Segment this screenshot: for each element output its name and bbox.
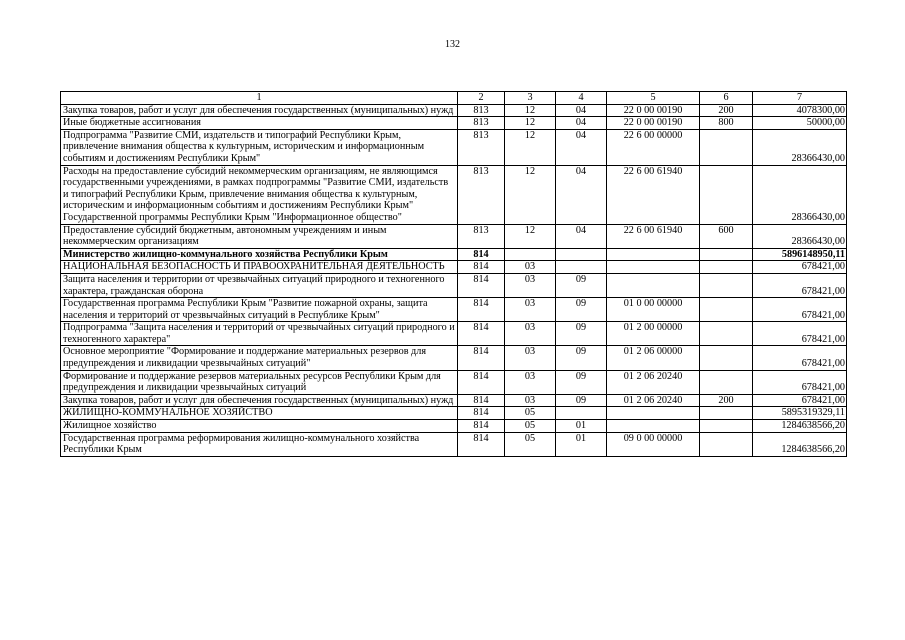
cell-item-name: Формирование и поддержание резервов материальных ресурсов Республики Крым для предупреждения и ликвидации чрезвычайных ситуаций <box>61 370 458 394</box>
cell-expense-type-code <box>700 248 753 261</box>
cell-amount: 1284638566,20 <box>753 420 847 433</box>
cell-expense-type-code <box>700 273 753 297</box>
table-row <box>61 224 847 248</box>
cell-section-code: 12 <box>505 129 556 165</box>
cell-item-name: ЖИЛИЩНО-КОММУНАЛЬНОЕ ХОЗЯЙСТВО <box>61 407 458 420</box>
cell-ministry-code: 814 <box>458 370 505 394</box>
cell-target-article-code <box>607 273 700 297</box>
table-row <box>61 129 847 165</box>
cell-subsection-code: 04 <box>556 129 607 165</box>
cell-section-code: 03 <box>505 370 556 394</box>
cell-subsection-code: 09 <box>556 298 607 322</box>
table-row <box>61 394 847 407</box>
table-row <box>61 432 847 456</box>
cell-item-name: Государственная программа реформирования жилищно-коммунального хозяйства Республики Крым <box>61 432 458 456</box>
cell-target-article-code: 01 2 06 00000 <box>607 346 700 370</box>
cell-ministry-code: 814 <box>458 261 505 274</box>
table-row <box>61 273 847 297</box>
cell-section-code: 03 <box>505 346 556 370</box>
table-row <box>61 420 847 433</box>
cell-amount: 50000,00 <box>753 117 847 130</box>
cell-ministry-code: 814 <box>458 346 505 370</box>
budget-table <box>60 91 847 457</box>
cell-section-code: 05 <box>505 432 556 456</box>
cell-subsection-code: 01 <box>556 432 607 456</box>
cell-amount: 678421,00 <box>753 346 847 370</box>
cell-item-name: Закупка товаров, работ и услуг для обеспечения государственных (муниципальных) нужд <box>61 104 458 117</box>
cell-item-name: Основное мероприятие "Формирование и поддержание материальных резервов для предупреждения и ликвидации чрезвычайных ситуаций" <box>61 346 458 370</box>
cell-item-name: Государственная программа Республики Крым "Развитие пожарной охраны, защита населения и территорий от чрезвычайных ситуаций в Республике Крым" <box>61 298 458 322</box>
cell-amount: 1284638566,20 <box>753 432 847 456</box>
cell-ministry-code: 814 <box>458 248 505 261</box>
cell-subsection-code <box>556 261 607 274</box>
cell-target-article-code: 01 2 00 00000 <box>607 322 700 346</box>
cell-target-article-code: 22 0 00 00190 <box>607 117 700 130</box>
cell-ministry-code: 813 <box>458 129 505 165</box>
column-number-3: 3 <box>505 92 556 105</box>
cell-expense-type-code <box>700 407 753 420</box>
cell-expense-type-code <box>700 165 753 224</box>
cell-subsection-code: 09 <box>556 370 607 394</box>
cell-amount: 678421,00 <box>753 322 847 346</box>
cell-ministry-code: 814 <box>458 394 505 407</box>
table-row <box>61 346 847 370</box>
cell-subsection-code <box>556 407 607 420</box>
cell-ministry-code: 814 <box>458 298 505 322</box>
cell-subsection-code: 04 <box>556 104 607 117</box>
cell-expense-type-code: 800 <box>700 117 753 130</box>
cell-section-code: 05 <box>505 407 556 420</box>
cell-subsection-code: 01 <box>556 420 607 433</box>
cell-section-code: 03 <box>505 261 556 274</box>
cell-item-name: Расходы на предоставление субсидий некоммерческим организациям, не являющимся государственными учреждениями, в рамках подпрограммы "Развитие СМИ, издательств и типографий Республики Крым, привлечение внимания общества к культурным, историческим и информационным событиям и достижениям Республики Крым" Государственной программы Республики Крым "Информационное общество" <box>61 165 458 224</box>
cell-amount: 678421,00 <box>753 370 847 394</box>
cell-ministry-code: 814 <box>458 322 505 346</box>
cell-expense-type-code: 600 <box>700 224 753 248</box>
cell-item-name: Жилищное хозяйство <box>61 420 458 433</box>
cell-item-name: Предоставление субсидий бюджетным, автономным учреждениям и иным некоммерческим организациям <box>61 224 458 248</box>
cell-target-article-code <box>607 407 700 420</box>
cell-item-name: Закупка товаров, работ и услуг для обеспечения государственных (муниципальных) нужд <box>61 394 458 407</box>
table-row <box>61 322 847 346</box>
cell-subsection-code: 04 <box>556 165 607 224</box>
cell-target-article-code: 22 0 00 00190 <box>607 104 700 117</box>
table-row <box>61 370 847 394</box>
cell-item-name: Защита населения и территории от чрезвычайных ситуаций природного и техногенного характера, гражданская оборона <box>61 273 458 297</box>
cell-subsection-code: 09 <box>556 273 607 297</box>
cell-target-article-code: 09 0 00 00000 <box>607 432 700 456</box>
cell-target-article-code <box>607 420 700 433</box>
cell-ministry-code: 813 <box>458 117 505 130</box>
cell-ministry-code: 814 <box>458 273 505 297</box>
cell-item-name: Министерство жилищно-коммунального хозяйства Республики Крым <box>61 248 458 261</box>
column-number-1: 1 <box>61 92 458 105</box>
table-row <box>61 298 847 322</box>
cell-subsection-code: 04 <box>556 224 607 248</box>
cell-section-code: 03 <box>505 298 556 322</box>
table-row <box>61 117 847 130</box>
cell-item-name: Иные бюджетные ассигнования <box>61 117 458 130</box>
cell-subsection-code: 09 <box>556 346 607 370</box>
cell-amount: 5896148950,11 <box>753 248 847 261</box>
table-row <box>61 407 847 420</box>
cell-section-code: 12 <box>505 104 556 117</box>
cell-subsection-code: 09 <box>556 322 607 346</box>
cell-ministry-code: 814 <box>458 432 505 456</box>
table-row <box>61 261 847 274</box>
cell-subsection-code: 09 <box>556 394 607 407</box>
cell-section-code: 05 <box>505 420 556 433</box>
cell-expense-type-code <box>700 129 753 165</box>
cell-expense-type-code <box>700 261 753 274</box>
table-row <box>61 165 847 224</box>
cell-ministry-code: 814 <box>458 420 505 433</box>
table-row <box>61 248 847 261</box>
cell-item-name: НАЦИОНАЛЬНАЯ БЕЗОПАСНОСТЬ И ПРАВООХРАНИТЕЛЬНАЯ ДЕЯТЕЛЬНОСТЬ <box>61 261 458 274</box>
cell-target-article-code: 01 2 06 20240 <box>607 370 700 394</box>
column-number-4: 4 <box>556 92 607 105</box>
cell-target-article-code <box>607 261 700 274</box>
cell-amount: 678421,00 <box>753 298 847 322</box>
cell-expense-type-code: 200 <box>700 104 753 117</box>
page-number: 132 <box>445 39 460 50</box>
cell-ministry-code: 813 <box>458 165 505 224</box>
cell-item-name: Подпрограмма "Защита населения и территорий от чрезвычайных ситуаций природного и техногенного характера" <box>61 322 458 346</box>
cell-target-article-code: 01 0 00 00000 <box>607 298 700 322</box>
cell-section-code: 03 <box>505 273 556 297</box>
cell-target-article-code: 22 6 00 61940 <box>607 165 700 224</box>
cell-target-article-code <box>607 248 700 261</box>
cell-section-code <box>505 248 556 261</box>
cell-section-code: 12 <box>505 117 556 130</box>
cell-amount: 678421,00 <box>753 394 847 407</box>
column-number-2: 2 <box>458 92 505 105</box>
cell-section-code: 03 <box>505 322 556 346</box>
cell-target-article-code: 22 6 00 61940 <box>607 224 700 248</box>
cell-item-name: Подпрограмма "Развитие СМИ, издательств и типографий Республики Крым, привлечение внимания общества к культурным, историческим и информационным событиям и достижениям Республики Крым" <box>61 129 458 165</box>
cell-expense-type-code <box>700 432 753 456</box>
cell-section-code: 12 <box>505 165 556 224</box>
cell-subsection-code: 04 <box>556 117 607 130</box>
column-number-6: 6 <box>700 92 753 105</box>
cell-amount: 678421,00 <box>753 261 847 274</box>
cell-expense-type-code <box>700 346 753 370</box>
cell-amount: 28366430,00 <box>753 165 847 224</box>
cell-expense-type-code <box>700 420 753 433</box>
cell-expense-type-code: 200 <box>700 394 753 407</box>
cell-amount: 4078300,00 <box>753 104 847 117</box>
column-number-7: 7 <box>753 92 847 105</box>
column-number-5: 5 <box>607 92 700 105</box>
cell-target-article-code: 01 2 06 20240 <box>607 394 700 407</box>
column-number-row <box>61 92 847 105</box>
cell-target-article-code: 22 6 00 00000 <box>607 129 700 165</box>
cell-amount: 28366430,00 <box>753 129 847 165</box>
cell-amount: 5895319329,11 <box>753 407 847 420</box>
cell-section-code: 12 <box>505 224 556 248</box>
cell-expense-type-code <box>700 322 753 346</box>
budget-table-body <box>61 92 847 457</box>
table-row <box>61 104 847 117</box>
cell-expense-type-code <box>700 370 753 394</box>
cell-amount: 28366430,00 <box>753 224 847 248</box>
cell-section-code: 03 <box>505 394 556 407</box>
cell-ministry-code: 814 <box>458 407 505 420</box>
cell-ministry-code: 813 <box>458 104 505 117</box>
cell-ministry-code: 813 <box>458 224 505 248</box>
cell-subsection-code <box>556 248 607 261</box>
cell-expense-type-code <box>700 298 753 322</box>
cell-amount: 678421,00 <box>753 273 847 297</box>
